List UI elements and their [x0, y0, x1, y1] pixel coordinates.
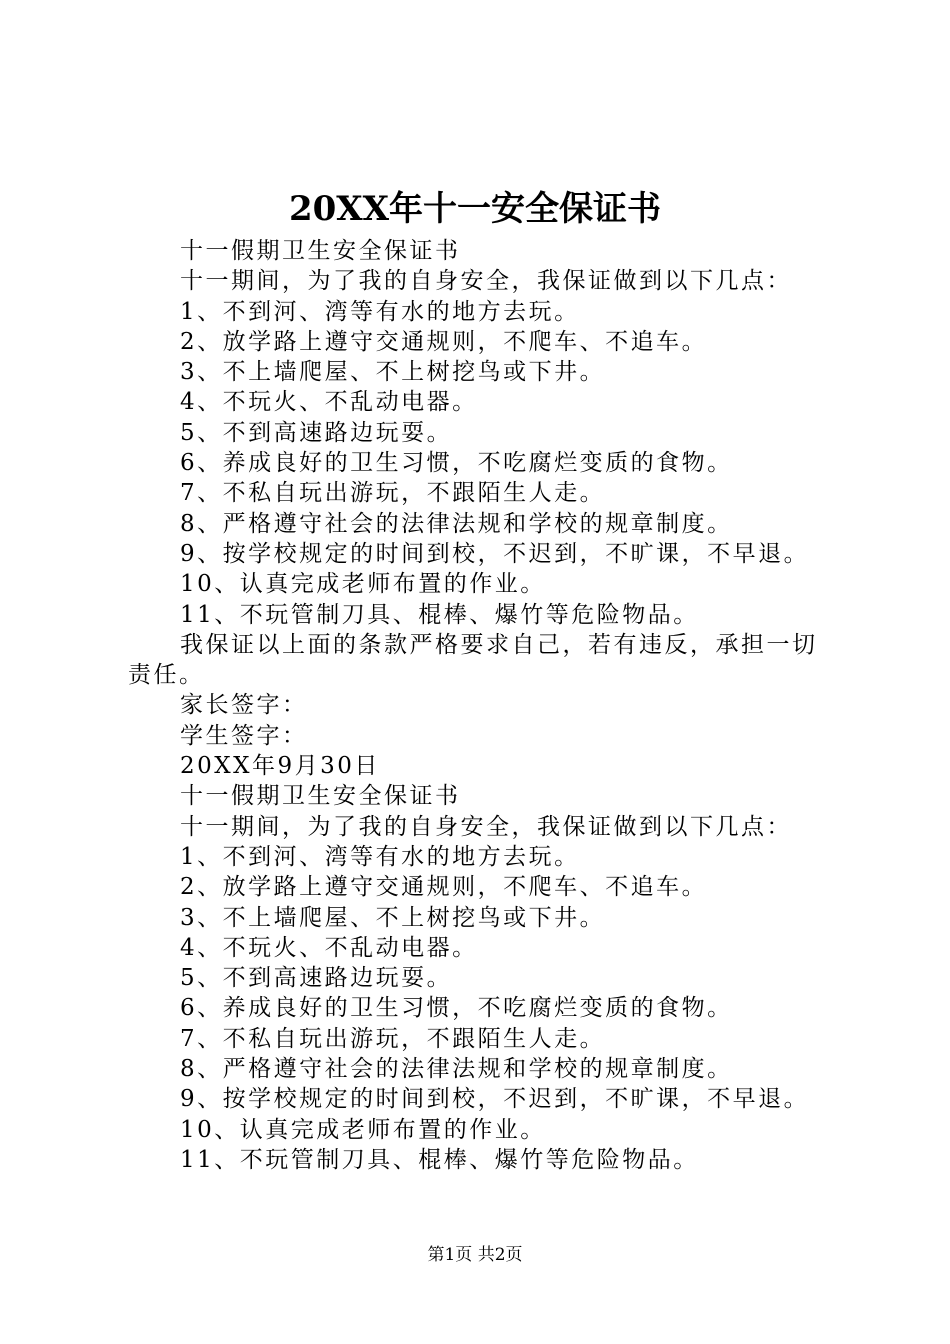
- document-title: 20XX年十一安全保证书: [288, 189, 662, 229]
- list-item: 4、不玩火、不乱动电器。: [180, 934, 478, 961]
- list-item: 6、养成良好的卫生习惯，不吃腐烂变质的食物。: [180, 450, 733, 477]
- list-item: 8、严格遵守社会的法律法规和学校的规章制度。: [180, 1056, 733, 1083]
- list-item: 9、按学校规定的时间到校，不迟到，不旷课，不早退。: [180, 540, 810, 567]
- list-item: 4、不玩火、不乱动电器。: [180, 389, 478, 416]
- section-heading: 十一假期卫生安全保证书: [180, 783, 461, 810]
- list-item: 6、养成良好的卫生习惯，不吃腐烂变质的食物。: [180, 995, 733, 1022]
- document-date: 20XX年9月30日: [180, 753, 380, 780]
- list-item: 5、不到高速路边玩耍。: [180, 419, 453, 446]
- section-intro: 十一期间，为了我的自身安全，我保证做到以下几点：: [180, 268, 792, 295]
- list-item: 3、不上墙爬屋、不上树挖鸟或下井。: [180, 904, 606, 931]
- list-item: 11、不玩管制刀具、棍棒、爆竹等危险物品。: [180, 601, 699, 628]
- page-footer: 第1页 共2页: [427, 1245, 523, 1265]
- list-item: 10、认真完成老师布置的作业。: [180, 1116, 546, 1143]
- list-item: 5、不到高速路边玩耍。: [180, 965, 453, 992]
- list-item: 1、不到河、湾等有水的地方去玩。: [180, 843, 580, 870]
- list-item: 9、按学校规定的时间到校，不迟到，不旷课，不早退。: [180, 1086, 810, 1113]
- pledge-paragraph: 我保证以上面的条款严格要求自己，若有违反，承担一切责任。: [128, 631, 818, 689]
- list-item: 3、不上墙爬屋、不上树挖鸟或下井。: [180, 359, 606, 386]
- list-item: 11、不玩管制刀具、棍棒、爆竹等危险物品。: [180, 1146, 699, 1173]
- list-item: 2、放学路上遵守交通规则，不爬车、不追车。: [180, 874, 708, 901]
- list-item: 2、放学路上遵守交通规则，不爬车、不追车。: [180, 328, 708, 355]
- list-item: 10、认真完成老师布置的作业。: [180, 571, 546, 598]
- list-item: 1、不到河、湾等有水的地方去玩。: [180, 298, 580, 325]
- list-item: 7、不私自玩出游玩，不跟陌生人走。: [180, 480, 606, 507]
- list-item: 8、严格遵守社会的法律法规和学校的规章制度。: [180, 510, 733, 537]
- student-signature: 学生签字：: [180, 722, 308, 749]
- section-intro: 十一期间，为了我的自身安全，我保证做到以下几点：: [180, 813, 792, 840]
- section-heading: 十一假期卫生安全保证书: [180, 238, 461, 264]
- list-item: 7、不私自玩出游玩，不跟陌生人走。: [180, 1025, 606, 1052]
- document-body: [128, 236, 828, 1175]
- parent-signature: 家长签字：: [180, 692, 308, 719]
